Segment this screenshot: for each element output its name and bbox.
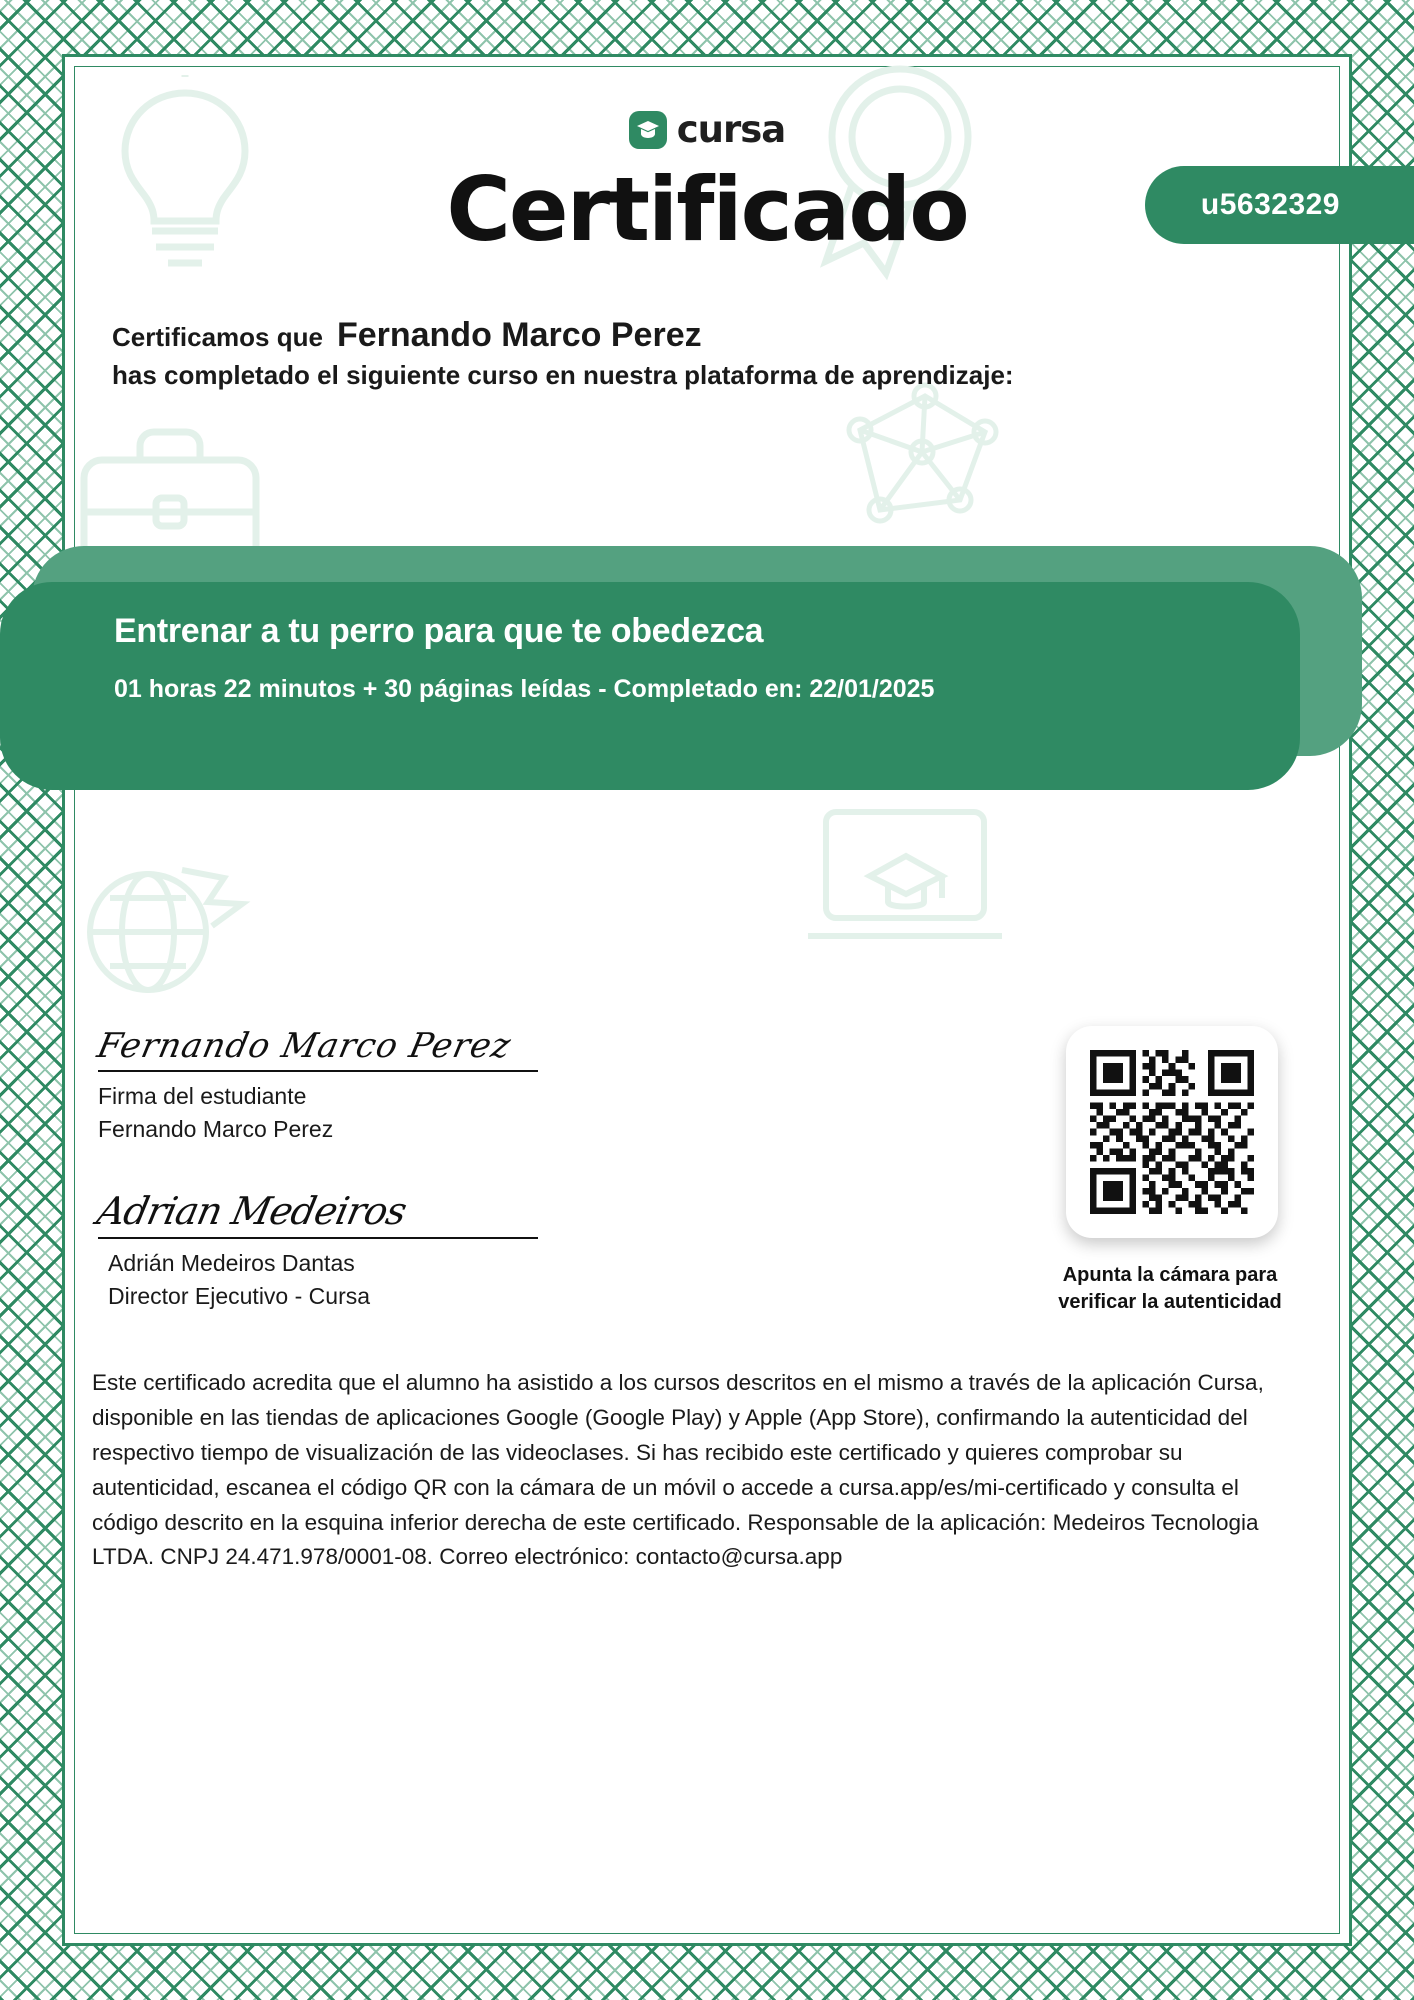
student-signature-name: Fernando Marco Perez [98, 1116, 334, 1143]
legal-footer-text: Este certificado acredita que el alumno ha asistido a los cursos descritos en el mismo a través de la aplicación Cursa, disponible en las tiendas de aplicaciones Google (Google Play) y Apple (App Store), confirmando la autenticidad del respectivo tiempo de visualización de las videoclases. Si has recibido este certificado y quieres comprobar su autenticidad, escanea el código QR con la cámara de un móvil o accede a cursa.app/es/mi-certificado y consulta el código descrito en la esquina inferior derecha de este certificado. Responsable de la aplicación: Medeiros Tecnologia LTDA. CNPJ 24.471.978/0001-08. Correo electrónico: contacto@cursa.app [92, 1370, 1264, 1570]
qr-code-icon [1090, 1050, 1254, 1214]
qr-code-card[interactable] [1066, 1026, 1278, 1238]
director-name: Adrián Medeiros Dantas [108, 1250, 355, 1277]
course-banner [0, 546, 1362, 796]
qr-caption: Apunta la cámara para verificar la autenticidad [1058, 1264, 1282, 1313]
director-role: Director Ejecutivo - Cursa [108, 1283, 371, 1310]
certification-intro-line [112, 316, 702, 355]
student-signature [93, 1026, 658, 1145]
student-signature-role: Firma del estudiante [98, 1083, 307, 1109]
director-signature-script: Adrian Medeiros [93, 1189, 410, 1234]
graduation-cap-icon [629, 111, 667, 149]
student-name: Fernando Marco Perez [336, 316, 702, 354]
student-signature-script: Fernando Marco Perez [93, 1026, 515, 1066]
student-signature-line [98, 1070, 538, 1072]
director-signature-line [98, 1237, 538, 1239]
intro-label: Certificamos que [112, 322, 323, 352]
course-banner-front [0, 582, 1300, 790]
certificate-content [74, 66, 1340, 1934]
intro-line-2: has completado el siguiente curso en nuestra plataforma de aprendizaje: [112, 360, 1014, 390]
certificate-code-badge: u5632329 [1145, 166, 1414, 244]
page-title: Certificado [446, 158, 968, 261]
course-meta: 01 horas 22 minutos + 30 páginas leídas - Completado en: 22/01/2025 [114, 675, 935, 703]
brand-logo [74, 108, 1340, 151]
director-signature [93, 1189, 658, 1312]
course-title: Entrenar a tu perro para que te obedezca [114, 612, 764, 650]
brand-name: cursa [676, 108, 786, 151]
signatures-area [93, 1026, 658, 1312]
